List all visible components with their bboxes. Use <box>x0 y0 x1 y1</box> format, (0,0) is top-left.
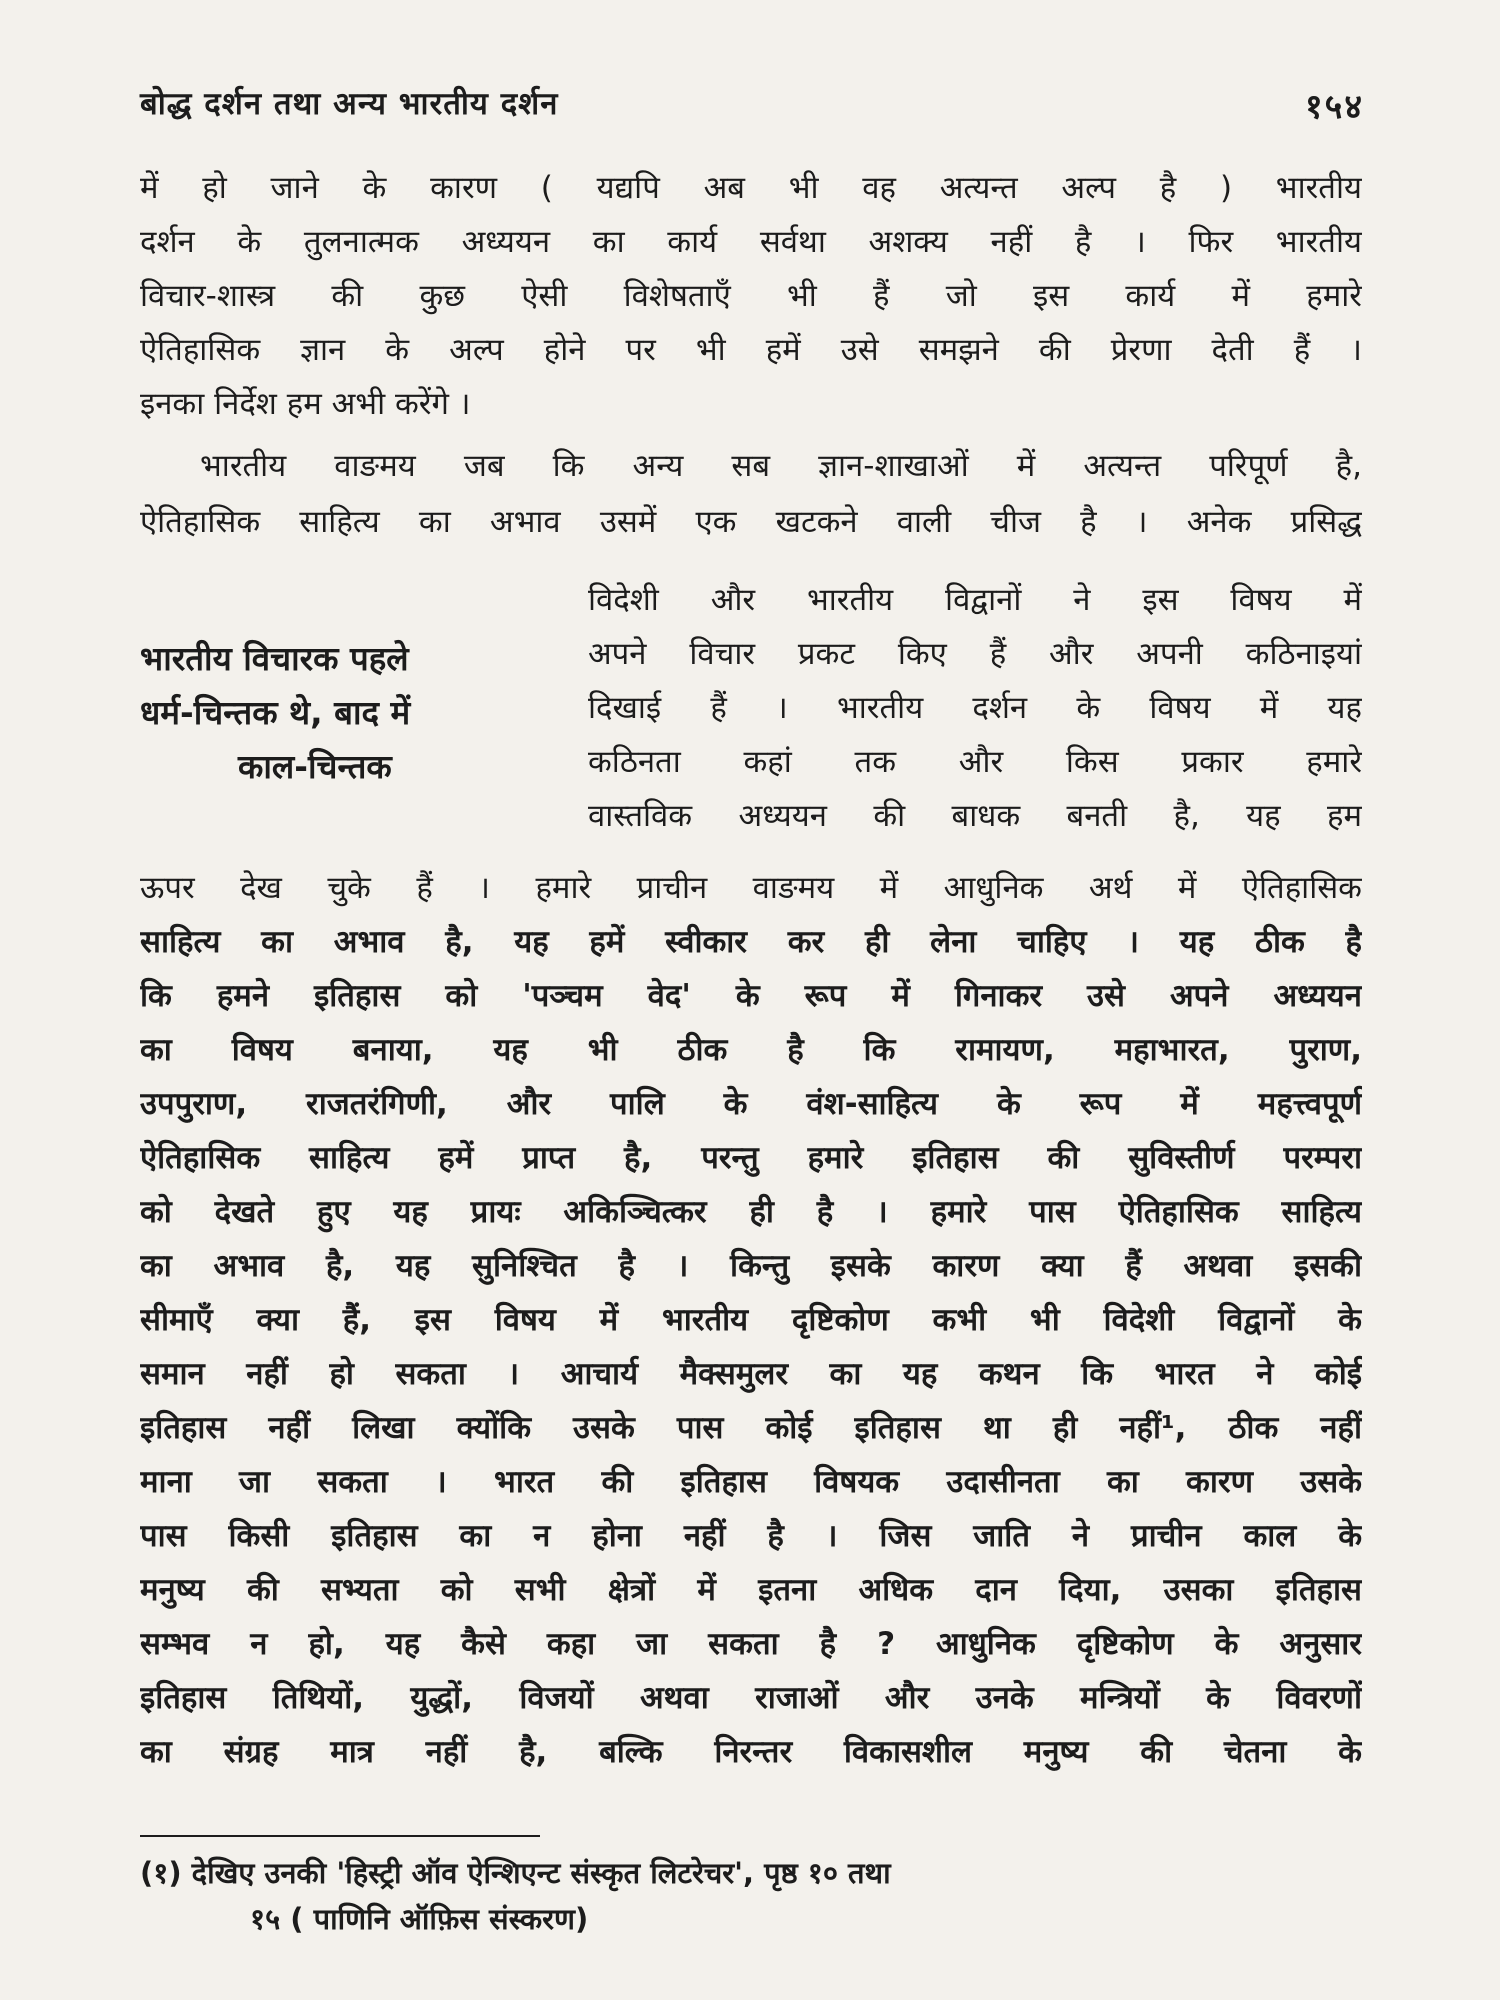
body-line: इतिहास नहीं लिखा क्योंकि उसके पास कोई इतिहास था ही नहीं¹, ठीक नहीं <box>140 1410 1362 1446</box>
side-note-line: धर्म-चिन्तक थे, बाद में <box>140 693 411 732</box>
body-line: इनका निर्देश हम अभी करेंगे । <box>140 386 471 422</box>
body-line: को देखते हुए यह प्रायः अकिञ्चित्कर ही है । हमारे पास ऐतिहासिक साहित्य <box>140 1194 1362 1230</box>
body-line: में हो जाने के कारण ( यद्यपि अब भी वह अत्यन्त अल्प है ) भारतीय <box>140 170 1362 206</box>
footnote-divider <box>140 1835 540 1837</box>
body-line: इतिहास तिथियों, युद्धों, विजयों अथवा राजाओं और उनके मन्त्रियों के विवरणों <box>140 1680 1362 1716</box>
side-note-line: भारतीय विचारक पहले <box>140 639 409 678</box>
body-line: मनुष्य की सभ्यता को सभी क्षेत्रों में इतना अधिक दान दिया, उसका इतिहास <box>140 1572 1362 1608</box>
body-line: उपपुराण, राजतरंगिणी, और पालि के वंश-साहित्य के रूप में महत्त्वपूर्ण <box>140 1086 1362 1122</box>
body-line: साहित्य का अभाव है, यह हमें स्वीकार कर ही लेना चाहिए । यह ठीक है <box>140 924 1362 960</box>
body-line: का संग्रह मात्र नहीं है, बल्कि निरन्तर विकासशील मनुष्य की चेतना के <box>140 1734 1362 1770</box>
body-line: पास किसी इतिहास का न होना नहीं है । जिस जाति ने प्राचीन काल के <box>140 1518 1362 1554</box>
body-line: ऊपर देख चुके हैं । हमारे प्राचीन वाङमय में आधुनिक अर्थ में ऐतिहासिक <box>140 870 1362 906</box>
side-note-heading <box>140 632 560 794</box>
body-line: समान नहीं हो सकता । आचार्य मैक्समुलर का यह कथन कि भारत ने कोई <box>140 1356 1362 1392</box>
body-line: ऐतिहासिक ज्ञान के अल्प होने पर भी हमें उसे समझने की प्रेरणा देती हैं । <box>140 332 1362 368</box>
body-line: का अभाव है, यह सुनिश्चित है । किन्तु इसके कारण क्या हैं अथवा इसकी <box>140 1248 1362 1284</box>
body-line: विदेशी और भारतीय विद्वानों ने इस विषय में <box>588 582 1362 618</box>
page-header <box>140 82 1364 127</box>
footnote-line: (१) देखिए उनकी 'हिस्ट्री ऑव ऐन्शिएन्ट संस्कृत लिटरेचर', पृष्ठ १० तथा <box>140 1856 891 1890</box>
body-line: ऐतिहासिक साहित्य हमें प्राप्त है, परन्तु हमारे इतिहास की सुविस्तीर्ण परम्परा <box>140 1140 1362 1176</box>
body-line: दिखाई हैं । भारतीय दर्शन के विषय में यह <box>588 690 1362 726</box>
body-line: दर्शन के तुलनात्मक अध्ययन का कार्य सर्वथा अशक्य नहीं है । फिर भारतीय <box>140 224 1362 260</box>
body-line: भारतीय वाङमय जब कि अन्य सब ज्ञान-शाखाओं में अत्यन्त परिपूर्ण है, <box>200 448 1362 484</box>
body-line: कि हमने इतिहास को 'पञ्चम वेद' के रूप में गिनाकर उसे अपने अध्ययन <box>140 978 1362 1014</box>
body-line: सीमाएँ क्या हैं, इस विषय में भारतीय दृष्टिकोण कभी भी विदेशी विद्वानों के <box>140 1302 1362 1338</box>
footnote <box>140 1850 1362 1942</box>
body-line: कठिनता कहां तक और किस प्रकार हमारे <box>588 744 1362 780</box>
side-note-line: काल-चिन्तक <box>238 747 392 786</box>
page-number: १५४ <box>1304 87 1364 127</box>
body-line: ऐतिहासिक साहित्य का अभाव उसमें एक खटकने वाली चीज है । अनेक प्रसिद्ध <box>140 504 1362 540</box>
body-line: सम्भव न हो, यह कैसे कहा जा सकता है ? आधुनिक दृष्टिकोण के अनुसार <box>140 1626 1362 1662</box>
running-title: बोद्ध दर्शन तथा अन्य भारतीय दर्शन <box>140 86 559 122</box>
body-line: का विषय बनाया, यह भी ठीक है कि रामायण, महाभारत, पुराण, <box>140 1032 1362 1068</box>
body-line: माना जा सकता । भारत की इतिहास विषयक उदासीनता का कारण उसके <box>140 1464 1362 1500</box>
footnote-line: १५ ( पाणिनि ऑफ़िस संस्करण) <box>250 1902 589 1936</box>
body-line: वास्तविक अध्ययन की बाधक बनती है, यह हम <box>588 798 1362 834</box>
body-line: अपने विचार प्रकट किए हैं और अपनी कठिनाइयां <box>588 636 1362 672</box>
body-line: विचार-शास्त्र की कुछ ऐसी विशेषताएँ भी हैं जो इस कार्य में हमारे <box>140 278 1362 314</box>
